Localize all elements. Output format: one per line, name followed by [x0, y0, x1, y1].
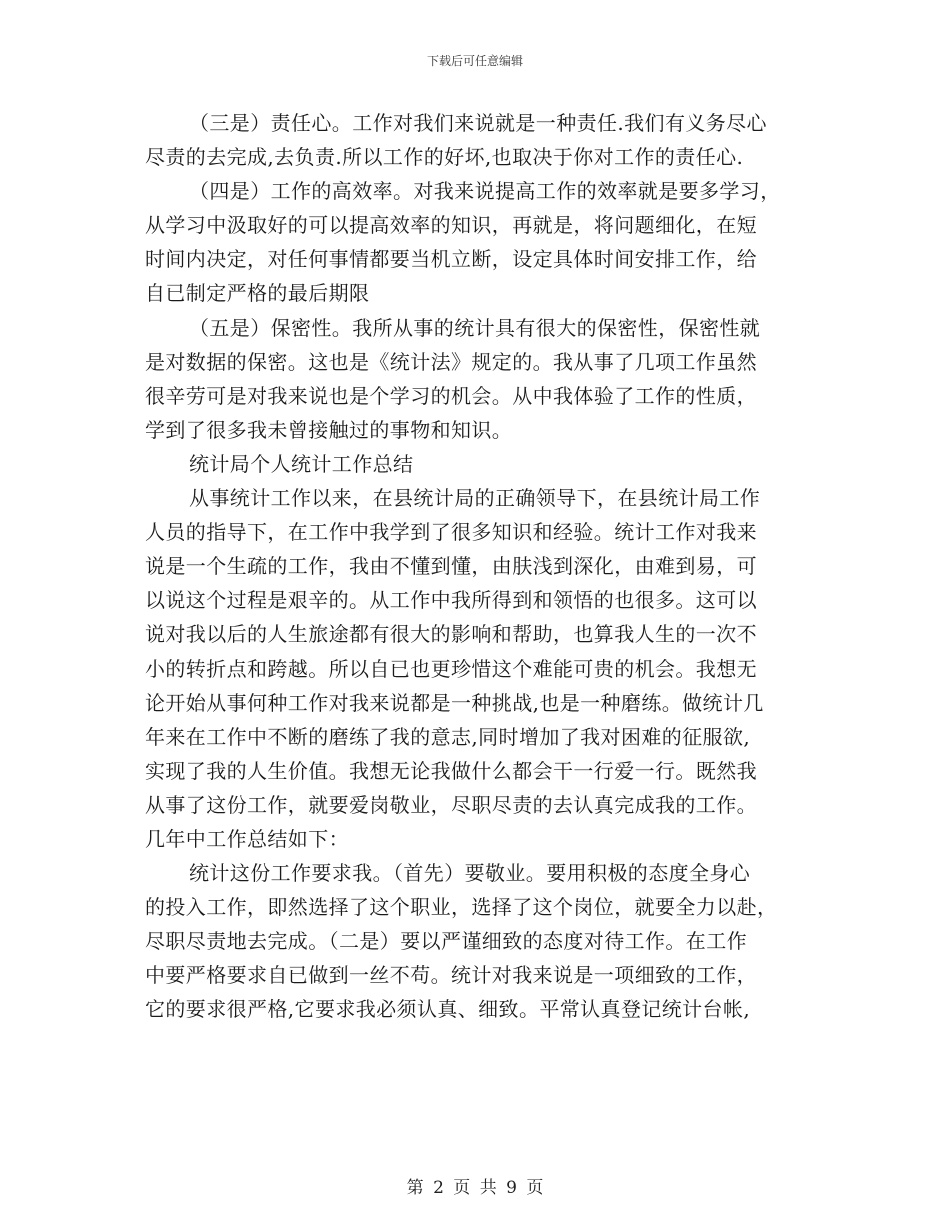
text-line: 从事统计工作以来，在县统计局的正确领导下，在县统计局工作 [189, 486, 761, 511]
text-line: （四是）工作的高效率。对我来说提高工作的效率就是要多学习， [189, 179, 781, 204]
text-line: （三是）责任心。工作对我们来说就是一种责任.我们有义务尽心 [189, 111, 767, 135]
text-line: 统计局个人统计工作总结 [189, 451, 414, 476]
text-line: （五是）保密性。我所从事的统计具有很大的保密性，保密性就 [189, 315, 761, 340]
text-line: 的投入工作，即然选择了这个职业，选择了这个岗位，就要全力以赴， [145, 895, 778, 920]
text-line: 几年中工作总结如下： [145, 826, 349, 851]
text-line: 中要严格要求自已做到一丝不苟。统计对我来说是一项细致的工作， [145, 963, 757, 988]
text-line: 以说这个过程是艰辛的。从工作中我所得到和领悟的也很多。这可以 [145, 588, 757, 613]
text-line: 从事了这份工作，就要爱岗敬业，尽职尽责的去认真完成我的工作。 [145, 792, 757, 817]
text-line: 它的要求很严格,它要求我必须认真、细致。平常认真登记统计台帐, [145, 997, 751, 1022]
page-header: 下载后可任意编辑 [426, 54, 523, 68]
document-body [145, 106, 813, 1027]
text-line: 实现了我的人生价值。我想无论我做什么都会干一行爱一行。既然我 [145, 758, 757, 783]
page-footer: 第 2 页 共 9 页 [406, 1178, 544, 1198]
text-line: 论开始从事何种工作对我来说都是一种挑战,也是一种磨练。做统计几 [145, 690, 764, 715]
text-line: 尽责的去完成,去负责.所以工作的好坏,也取决于你对工作的责任心. [145, 145, 744, 170]
text-line: 尽职尽责地去完成。（二是）要以严谨细致的态度对待工作。在工作 [145, 929, 747, 954]
text-line: 时间内决定，对任何事情都要当机立断，设定具体时间安排工作，给 [145, 247, 757, 272]
text-line: 小的转折点和跨越。所以自已也更珍惜这个难能可贵的机会。我想无 [145, 656, 757, 681]
text-line: 说是一个生疏的工作，我由不懂到懂，由肤浅到深化，由难到易，可 [145, 554, 757, 579]
text-line: 统计这份工作要求我。（首先）要敬业。要用积极的态度全身心 [189, 861, 751, 886]
text-line: 是对数据的保密。这也是《统计法》规定的。我从事了几项工作虽然 [145, 349, 757, 374]
text-line: 很辛劳可是对我来说也是个学习的机会。从中我体验了工作的性质， [145, 383, 757, 408]
text-line: 年来在工作中不断的磨练了我的意志,同时增加了我对困难的征服欲, [145, 724, 751, 749]
text-line: 从学习中汲取好的可以提高效率的知识，再就是，将问题细化，在短 [145, 213, 757, 238]
text-line: 学到了很多我未曾接触过的事物和知识。 [145, 417, 513, 442]
text-line: 自已制定严格的最后期限 [145, 281, 370, 306]
text-line: 说对我以后的人生旅途都有很大的影响和帮助，也算我人生的一次不 [145, 622, 757, 647]
text-line: 人员的指导下，在工作中我学到了很多知识和经验。统计工作对我来 [145, 520, 757, 545]
